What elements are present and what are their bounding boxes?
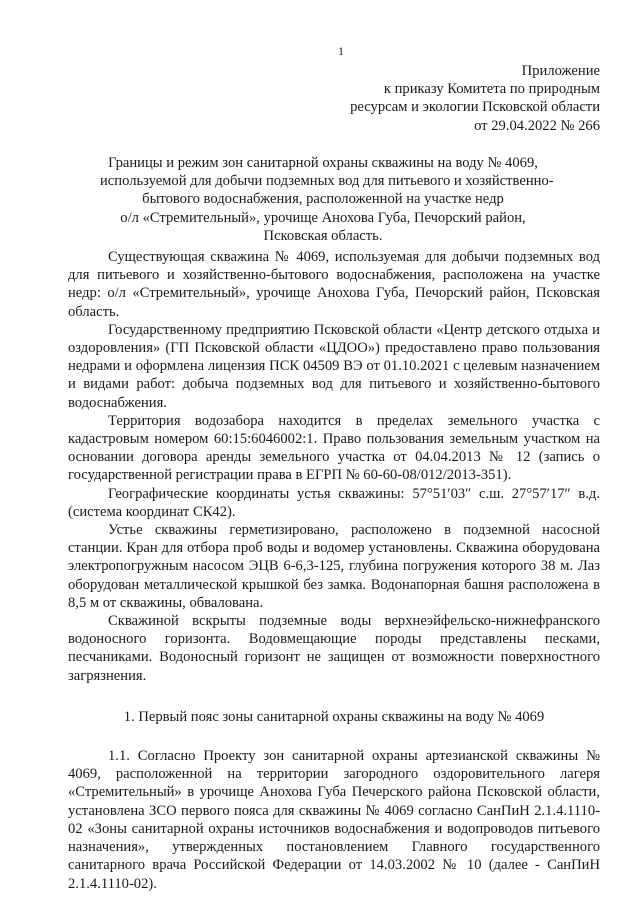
title-line: Границы и режим зон санитарной охраны скважины на воду № 4069, xyxy=(108,155,538,171)
appendix-line: ресурсам и экологии Псковской области xyxy=(350,99,600,116)
document-body xyxy=(68,248,600,893)
paragraph: Географические координаты устья скважины: 57°51′03″ с.ш. 27°57′17″ в.д. (система координат СК42). xyxy=(68,485,600,520)
paragraph: Скважиной вскрыты подземные воды верхнеэйфельско-нижнефранского водоносного горизонта. Водовмещающие породы представлены песками, песчаниками. Водоносный горизонт не защищен от возможности поверхностного загрязнения. xyxy=(68,613,600,684)
title-line: используемой для добычи подземных вод для питьевого и хозяйственно- xyxy=(100,173,554,190)
paragraph: Территория водозабора находится в пределах земельного участка с кадастровым номером 60:15:6046002:1. Право пользования земельным участком на основании договора аренды земельного участка от 04.04.2013 № 12 (запись о государственной регистрации права в ЕГРП № 60-60-08/012/2013-351). xyxy=(68,412,600,484)
title-line: Псковская область. xyxy=(263,227,383,244)
paragraph: Государственному предприятию Псковской области «Центр детского отдыха и оздоровления» (ГП Псковской области «ЦДОО») предоставлено право пользования недрами и оформлена лицензия ПСК 04509 ВЭ от 01.10.2021 с целевым назначением и видами работ: добыча подземных вод для питьевого и хозяйственно-бытового водоснабжения. xyxy=(68,321,600,411)
appendix-line: от 29.04.2022 № 266 xyxy=(474,117,600,134)
document-title xyxy=(100,154,554,245)
section-heading: 1. Первый пояс зоны санитарной охраны скважины на воду № 4069 xyxy=(123,708,545,725)
title-line: бытового водоснабжения, расположенной на участке недр xyxy=(142,191,504,208)
appendix-line: Приложение xyxy=(521,63,600,79)
title-line: о/л «Стремительный», урочище Анохова Губа, Печорский район, xyxy=(120,209,526,226)
section-paragraph: 1.1. Согласно Проекту зон санитарной охраны артезианской скважины № 4069, расположенной на территории загородного оздоровительного лагеря «Стремительный» в урочище Анохова Губа Печерского района Псковской области, установлена ЗСО первого пояса для скважины № 4069 согласно СанПиН 2.1.4.1110-02 «Зоны санитарной охраны источников водоснабжения и водопроводов питьевого назначения», утвержденных постановлением Главного государственного санитарного врача Российской Федерации от 14.03.2002 № 10 (далее - СанПиН 2.1.4.1110-02). xyxy=(68,748,600,892)
appendix-block xyxy=(280,62,600,135)
paragraph: Существующая скважина № 4069, используемая для добычи подземных вод для питьевого и хозяйственно-бытового водоснабжения, расположена на участке недр: о/л «Стремительный», урочище Анохова Губа, Печорский район, Псковская область. xyxy=(68,249,600,320)
paragraph: Устье скважины герметизировано, расположено в подземной насосной станции. Кран для отбора проб воды и водомер установлены. Скважина оборудована электропогружным насосом ЭЦВ 6-6,3-125, глубина погружения которого 38 м. Лаз оборудован металлической крышкой без замка. Водонапорная башня расположена в 8,5 м от скважины, обвалована. xyxy=(68,522,600,611)
appendix-line: к приказу Комитета по природным xyxy=(383,81,600,98)
page-number: 1 xyxy=(338,44,344,58)
